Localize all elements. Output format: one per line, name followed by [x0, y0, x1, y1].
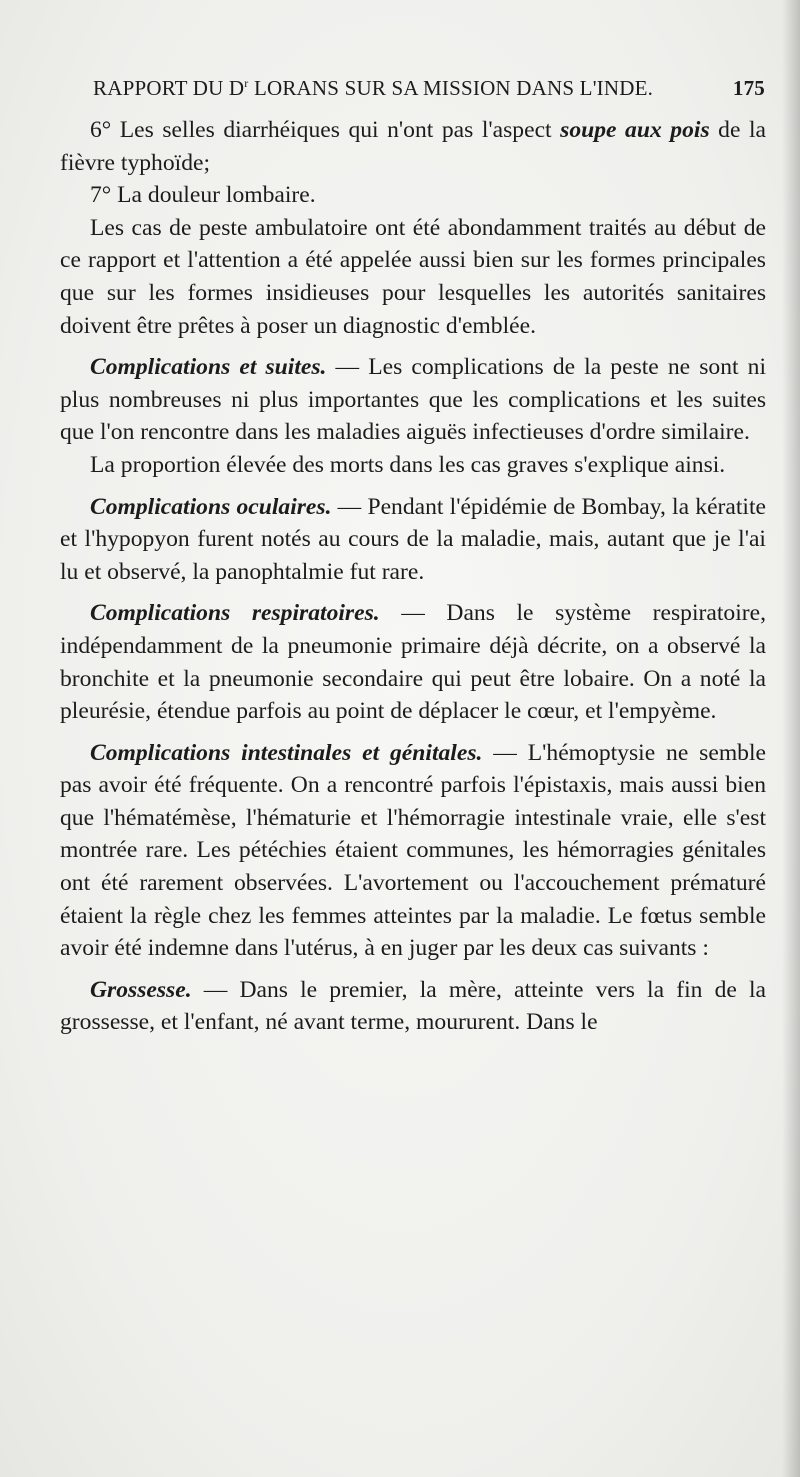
item-6-end: de la fièvre typhoïde;: [60, 117, 766, 176]
item-6: [60, 114, 766, 179]
paragraph-ambulatoire: Les cas de peste ambulatoire ont été abondamment traités au début de ce rapport et l'attention a été appelée aussi bien sur les formes principales que sur les formes insidieuses pour lesquelles les autorités sanitaires doivent être prêtes à poser un diagnostic d'emblée.: [60, 214, 766, 339]
header-title-sup: r: [244, 76, 249, 90]
section-text: — L'hémoptysie ne semble pas avoir été fréquente. On a rencontré parfois l'épistaxis, mais aussi bien que l'hématémèse, l'hématurie et l'hémorragie intestinale vraie, elle s'est montrée rare. Les pétéchies étaient communes, les hémorragies génitales ont été rarement observées. L'avortement ou l'accouchement prématuré étaient la règle chez les femmes atteintes par la maladie. Le fœtus semble avoir été indemne dans l'utérus, à en juger par les deux cas suivants :: [60, 739, 766, 962]
header-title-part2: LORANS SUR SA MISSION DANS L'INDE.: [248, 76, 654, 100]
section-complications-respiratoires: [60, 597, 766, 727]
item-6-text: 6° Les selles diarrhéiques qui n'ont pas l'aspect: [90, 117, 561, 143]
section-heading: Complications intestinales et génitales.: [90, 739, 483, 766]
section-grossesse: [60, 974, 766, 1039]
section-text: — Les complications de la peste ne sont ni plus nombreuses ni plus importantes que les complications et les suites que l'on rencontre dans les maladies aiguës infectieuses d'ordre similaire.: [60, 354, 766, 446]
section-heading: Complications respiratoires.: [90, 600, 380, 627]
page-number: 175: [732, 76, 765, 100]
section-complications-oculaires: [60, 491, 766, 589]
paragraph-proportion: La proportion élevée des morts dans les cas graves s'explique ainsi.: [90, 451, 726, 478]
section-heading: Grossesse.: [90, 976, 192, 1003]
section-text: — Pendant l'épidémie de Bombay, la kératite et l'hypopyon furent notés au cours de la maladie, mais, autant que je l'ai lu et observé, la panophtalmie fut rare.: [60, 493, 767, 585]
section-heading: Complications oculaires.: [90, 493, 332, 520]
section-text: — Dans le système respiratoire, indépendamment de la pneumonie primaire déjà décrite, on a observé la bronchite et la pneumonie secondaire qui peut être lobaire. On a noté la pleurésie, étendue parfois au point de déplacer le cœur, et l'empyème.: [60, 600, 766, 725]
body-text: [60, 114, 766, 1039]
header-title-part1: RAPPORT DU D: [93, 76, 245, 100]
section-heading: Complications et suites.: [90, 354, 327, 381]
section-complications-suites: [60, 351, 766, 449]
section-text: — Dans le premier, la mère, atteinte vers la fin de la grossesse, et l'enfant, né avant terme, moururent. Dans le: [60, 976, 766, 1036]
running-header: [93, 76, 765, 106]
item-7: 7° La douleur lombaire.: [90, 182, 316, 209]
header-title: [93, 76, 653, 101]
item-6-italic: soupe aux pois: [560, 117, 710, 143]
section-complications-intestinales: [60, 737, 766, 965]
page-edge-shadow: [782, 0, 800, 1477]
